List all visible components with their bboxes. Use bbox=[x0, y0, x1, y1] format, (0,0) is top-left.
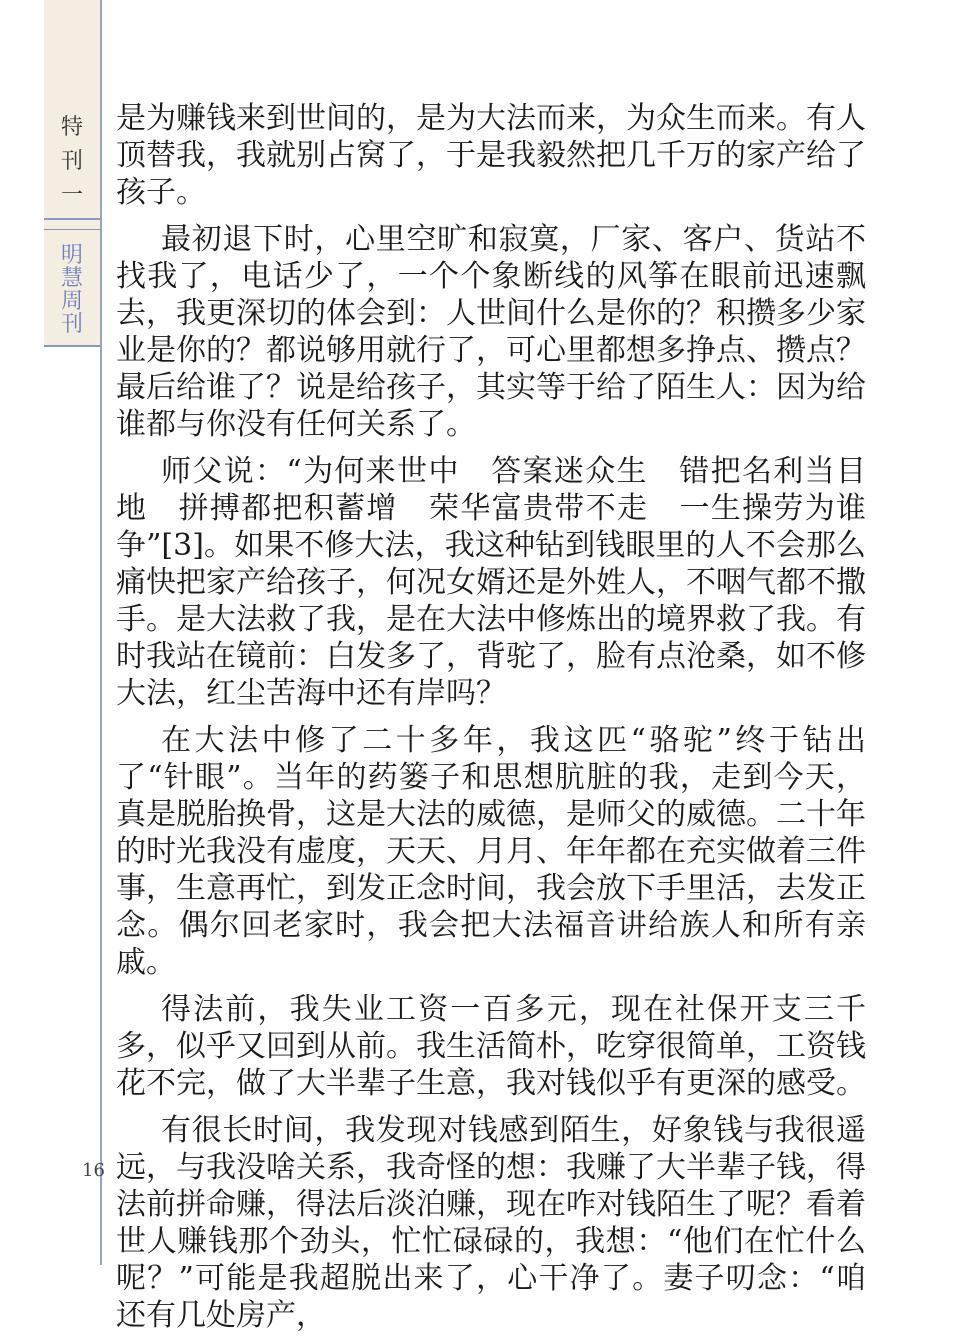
sidebar-divider-thin bbox=[44, 229, 100, 230]
margin-rule bbox=[100, 0, 102, 1265]
paragraph: 有很长时间，我发现对钱感到陌生，好象钱与我很遥远，与我没啥关系，我奇怪的想：我赚了大半辈子钱，得法前拼命赚，得法后淡泊赚，现在咋对钱陌生了呢？看着世人赚钱那个劲头，忙忙碌碌的，我想：“他们在忙什么呢？”可能是我超脱出来了，心干净了。妻子叨念：“咱还有几处房产， bbox=[116, 1113, 866, 1333]
article-body bbox=[116, 100, 866, 1344]
brand-char-2: 慧 bbox=[60, 266, 83, 291]
paragraph: 在大法中修了二十多年，我这匹“骆驼”终于钻出了“针眼”。当年的药篓子和思想肮脏的我，走到今天，真是脱胎换骨，这是大法的威德，是师父的威德。二十年的时光我没有虚度，天天、月月、年年都在充实做着三件事，生意再忙，到发正念时间，我会放下手里活，去发正念。偶尔回老家时，我会把大法福音讲给族人和所有亲戚。 bbox=[116, 723, 866, 980]
brand-char-4: 刊 bbox=[60, 312, 83, 337]
paragraph: 师父说：“为何来世中 答案迷众生 错把名利当目地 拼搏都把积蓄增 荣华富贵带不走 一生操劳为谁争”[3]。如果不修大法，我这种钻到钱眼里的人不会那么痛快把家产给孩子，何况女婿还是外姓人，不咽气都不撒手。是大法救了我，是在大法中修炼出的境界救了我。有时我站在镜前：白发多了，背驼了，脸有点沧桑，如不修大法，红尘苦海中还有岸吗？ bbox=[116, 454, 866, 711]
brand-char-1: 明 bbox=[60, 243, 83, 268]
section-char-2: 刊 bbox=[60, 149, 83, 174]
section-char-3: 一 bbox=[60, 183, 83, 208]
section-char-1: 特 bbox=[60, 115, 83, 140]
page-number: 16 bbox=[82, 1160, 105, 1181]
paragraph: 得法前，我失业工资一百多元，现在社保开支三千多，似乎又回到从前。我生活简朴，吃穿很简单，工资钱花不完，做了大半辈子生意，我对钱似乎有更深的感受。 bbox=[116, 992, 866, 1101]
paragraph: 是为赚钱来到世间的，是为大法而来，为众生而来。有人顶替我，我就别占窝了，于是我毅然把几千万的家产给了孩子。 bbox=[116, 101, 866, 210]
paragraph: 最初退下时，心里空旷和寂寞，厂家、客户、货站不找我了，电话少了，一个个象断线的风筝在眼前迅速飘去，我更深切的体会到：人世间什么是你的？积攒多少家业是你的？都说够用就行了，可心里都想多挣点、攒点？最后给谁了？说是给孩子，其实等于给了陌生人：因为给谁都与你没有任何关系了。 bbox=[116, 222, 866, 442]
brand-char-3: 周 bbox=[60, 289, 83, 314]
sidebar-divider bbox=[44, 218, 100, 220]
